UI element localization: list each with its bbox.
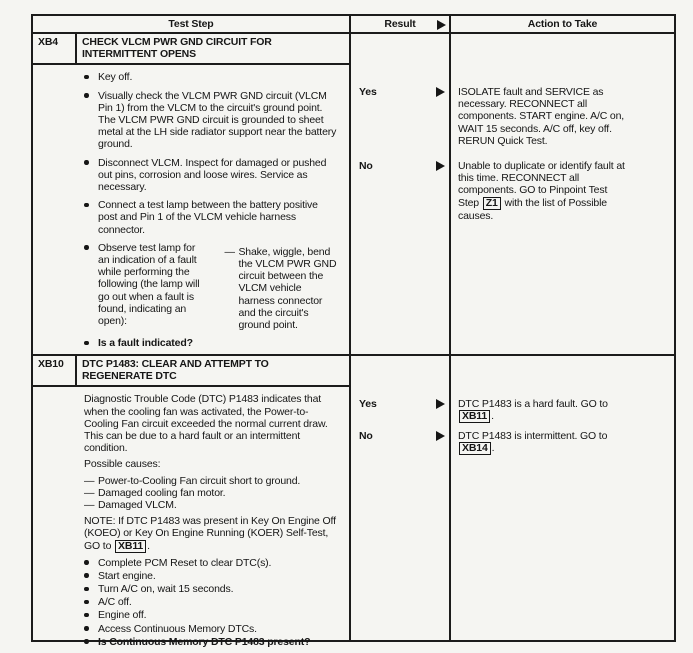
action-text: .	[491, 442, 495, 455]
xb4-test-step-cell	[33, 34, 349, 356]
xb4-step-body	[33, 65, 349, 359]
xb4-action-yes	[451, 86, 674, 147]
xb10-action-yes	[451, 398, 674, 423]
no-label: No	[359, 160, 373, 172]
dash-icon: —	[84, 486, 95, 499]
bullet-icon	[84, 199, 98, 236]
yes-label: Yes	[359, 86, 377, 98]
action-text: with the list of Possible causes.	[458, 196, 607, 222]
list-item	[84, 242, 337, 331]
xb10-result-cell	[349, 356, 449, 640]
instruction-text: Visually check the VLCM PWR GND circuit (VLCM Pin 1) from the VLCM to the circuit's ground point. The VLCM PWR GND circuit is grounded to sheet metal at the LH side radiator support near the battery ground.	[98, 89, 337, 151]
result-arrow-icon	[436, 161, 445, 171]
dash-icon: —	[224, 245, 235, 258]
list-item	[84, 337, 337, 349]
pinpoint-test-table	[31, 14, 676, 648]
action-text: Unable to duplicate or identify fault at this time. RECONNECT all components. GO to Pinpoint Test Step	[458, 160, 625, 209]
bullet-icon	[84, 557, 98, 569]
xb4-action-no	[451, 160, 674, 222]
xb10-action-cell	[449, 356, 674, 640]
instruction-text: Complete PCM Reset to clear DTC(s).	[98, 556, 272, 569]
action-text: .	[491, 410, 494, 423]
list-item	[84, 636, 337, 648]
xb10-step-header	[33, 356, 349, 387]
instruction-text: Disconnect VLCM. Inspect for damaged or pushed out pins, corrosion and loose wires. Service as necessary.	[98, 156, 327, 194]
bullet-icon	[84, 337, 98, 349]
cause-text: Damaged VLCM.	[98, 499, 177, 512]
step-question: Is a fault indicated?	[98, 337, 193, 350]
xb10-instruction-list	[84, 557, 337, 648]
instruction-text: Observe test lamp for an indication of a fault while performing the following (the lamp will go out when a fault is found, indicating an open):	[98, 241, 200, 328]
step-reference-xb11: XB11	[115, 540, 146, 553]
dash-icon: —	[84, 474, 95, 487]
possible-causes-label: Possible causes:	[84, 458, 161, 471]
bullet-icon	[84, 583, 98, 595]
xb10-step-body	[33, 387, 349, 653]
xb4-action-cell	[449, 34, 674, 356]
xb4-step-title: CHECK VLCM PWR GND CIRCUIT FOR INTERMITTENT OPENS	[82, 36, 272, 61]
result-arrow-icon	[436, 431, 445, 441]
xb4-result-cell	[349, 34, 449, 356]
xb4-step-header	[33, 34, 349, 65]
step-reference-z1: Z1	[483, 197, 501, 210]
dash-icon: —	[84, 499, 95, 512]
bullet-icon	[84, 71, 98, 83]
result-arrow-icon	[436, 399, 445, 409]
list-item	[84, 623, 337, 635]
instruction-text: Shake, wiggle, bend the VLCM PWR GND circuit between the VLCM vehicle harness connector and the circuit's ground point.	[238, 245, 337, 332]
bullet-icon	[84, 609, 98, 621]
step-reference-xb14: XB14	[459, 442, 491, 455]
result-header-label: Result	[384, 17, 416, 30]
list-item	[84, 157, 337, 194]
column-header-test-step	[33, 16, 349, 34]
xb10-step-id: XB10	[33, 356, 77, 385]
result-arrow-icon	[436, 87, 445, 97]
bullet-icon	[84, 596, 98, 608]
bullet-icon	[84, 636, 98, 648]
step-reference-xb11: XB11	[459, 410, 490, 423]
bullet-icon	[84, 90, 98, 151]
possible-causes-list	[84, 475, 337, 512]
bullet-icon	[84, 623, 98, 635]
list-item	[84, 487, 337, 499]
list-item	[84, 71, 337, 83]
xb10-test-step-cell	[33, 356, 349, 648]
instruction-text: Connect a test lamp between the battery positive post and Pin 1 of the VLCM vehicle harness connector.	[98, 199, 318, 236]
bullet-icon	[84, 157, 98, 194]
action-text: DTC P1483 is intermittent. GO to	[458, 430, 608, 442]
xb4-instruction-list	[84, 71, 337, 349]
instruction-text: A/C off.	[98, 596, 132, 609]
cause-text: Power-to-Cooling Fan circuit short to ground.	[98, 474, 301, 487]
bullet-icon	[84, 242, 98, 331]
list-item	[84, 570, 337, 582]
column-header-action	[449, 16, 674, 34]
instruction-text: Turn A/C on, wait 15 seconds.	[98, 583, 234, 596]
bullet-icon	[84, 570, 98, 582]
list-item	[84, 557, 337, 569]
xb10-result-yes	[351, 398, 449, 410]
instruction-text: Key off.	[98, 71, 133, 84]
xb10-step-title: DTC P1483: CLEAR AND ATTEMPT TO REGENERATE DTC	[82, 358, 269, 383]
dtc-description: Diagnostic Trouble Code (DTC) P1483 indicates that when the cooling fan was activated, the Power-to-Cooling Fan circuit exceeded the normal current draw. This can be due to a hard fault or an intermittent condition.	[84, 393, 328, 455]
xb10-action-no	[451, 430, 674, 455]
list-item	[84, 583, 337, 595]
header-arrow-icon	[437, 20, 446, 30]
action-text: ISOLATE fault and SERVICE as necessary. RECONNECT all components. START engine. A/C on, WAIT 15 seconds. A/C off, key off. RERUN Quick Test.	[458, 86, 625, 147]
xb10-result-no	[351, 430, 449, 442]
list-item	[84, 609, 337, 621]
instruction-text: Access Continuous Memory DTCs.	[98, 622, 257, 635]
cause-text: Damaged cooling fan motor.	[98, 486, 226, 499]
step-question: Is Continuous Memory DTC P1483 present?	[98, 635, 311, 648]
list-item	[84, 199, 337, 236]
yes-label: Yes	[359, 398, 377, 410]
no-label: No	[359, 430, 373, 442]
sub-list-item	[224, 246, 337, 331]
test-step-header-label: Test Step	[168, 17, 214, 30]
list-item	[84, 90, 337, 151]
list-item	[84, 596, 337, 608]
xb4-result-yes	[351, 86, 449, 98]
xb4-result-no	[351, 160, 449, 172]
column-header-result	[349, 16, 449, 34]
xb4-step-id: XB4	[33, 34, 77, 63]
action-text: DTC P1483 is a hard fault. GO to	[458, 398, 608, 410]
list-item	[84, 499, 337, 511]
action-header-label: Action to Take	[527, 17, 598, 30]
note-paragraph	[84, 515, 337, 552]
note-text: NOTE: If DTC P1483 was present in Key On Engine Off (KOEO) or Key On Engine Running (KOER) Self-Test, GO to	[84, 515, 336, 552]
instruction-text: Start engine.	[98, 569, 156, 582]
instruction-text: Engine off.	[98, 609, 147, 622]
list-item	[84, 475, 337, 487]
note-text: .	[147, 539, 150, 552]
